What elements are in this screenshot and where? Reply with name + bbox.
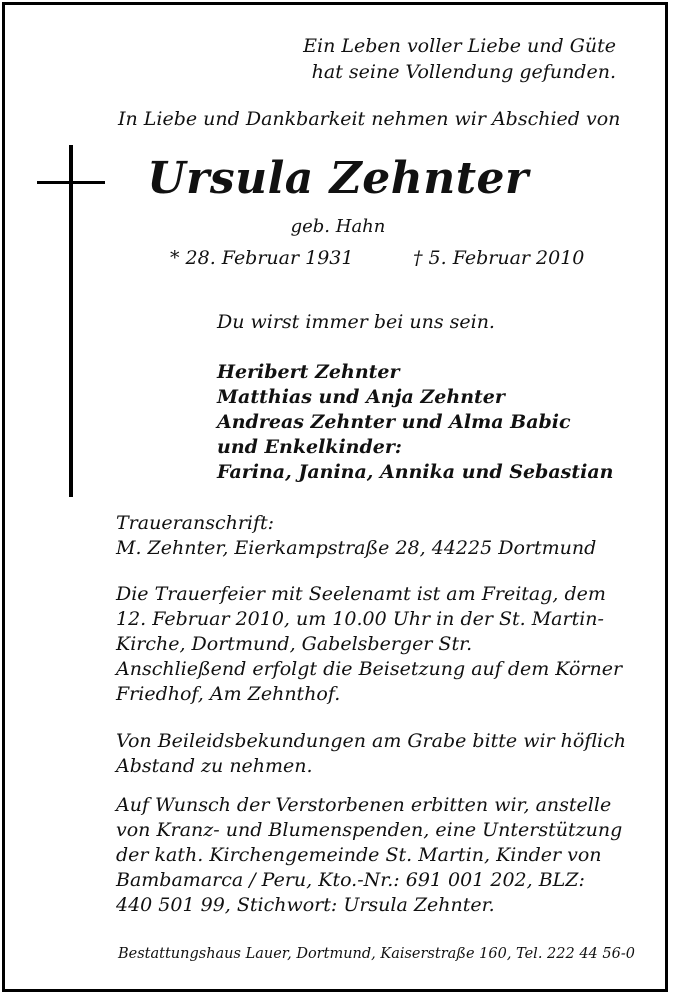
mourner-line: Andreas Zehnter und Alma Babic bbox=[217, 411, 571, 433]
address-label: Traueranschrift: bbox=[116, 512, 275, 534]
donation-line: Bambamarca / Peru, Kto.-Nr.: 691 001 202, BLZ: bbox=[116, 869, 585, 891]
mourner-line: Matthias und Anja Zehnter bbox=[217, 386, 505, 408]
condolences-line: Abstand zu nehmen. bbox=[116, 755, 313, 777]
mourner-line: Heribert Zehnter bbox=[217, 361, 400, 383]
intro-text: In Liebe und Dankbarkeit nehmen wir Abschied von bbox=[118, 108, 621, 130]
quote-text: Du wirst immer bei uns sein. bbox=[217, 311, 495, 333]
donation-line: Auf Wunsch der Verstorbenen erbitten wir, anstelle bbox=[116, 794, 612, 816]
donation-line: der kath. Kirchengemeinde St. Martin, Kinder von bbox=[116, 844, 602, 866]
mourner-line: Farina, Janina, Annika und Sebastian bbox=[217, 461, 614, 483]
condolences-line: Von Beileidsbekundungen am Grabe bitte wir höflich bbox=[116, 730, 626, 752]
ceremony-line: Friedhof, Am Zehnthof. bbox=[116, 683, 341, 705]
motto-line-2: hat seine Vollendung gefunden. bbox=[311, 61, 616, 83]
funeral-home-footer: Bestattungshaus Lauer, Dortmund, Kaiserstraße 160, Tel. 222 44 56-0 bbox=[118, 946, 635, 962]
birth-date: * 28. Februar 1931 bbox=[170, 247, 354, 269]
mourner-line: und Enkelkinder: bbox=[217, 436, 402, 458]
ceremony-line: Anschließend erfolgt die Beisetzung auf dem Körner bbox=[116, 658, 623, 680]
birth-name: geb. Hahn bbox=[290, 216, 386, 237]
address-value: M. Zehnter, Eierkampstraße 28, 44225 Dortmund bbox=[116, 537, 597, 559]
donation-line: von Kranz- und Blumenspenden, eine Unterstützung bbox=[116, 819, 623, 841]
ceremony-line: 12. Februar 2010, um 10.00 Uhr in der St. Martin- bbox=[116, 608, 604, 630]
death-date: † 5. Februar 2010 bbox=[413, 247, 585, 269]
ceremony-line: Kirche, Dortmund, Gabelsberger Str. bbox=[116, 633, 473, 655]
ceremony-line: Die Trauerfeier mit Seelenamt ist am Freitag, dem bbox=[116, 583, 606, 605]
deceased-name: Ursula Zehnter bbox=[147, 153, 529, 204]
donation-line: 440 501 99, Stichwort: Ursula Zehnter. bbox=[116, 894, 495, 916]
motto-line-1: Ein Leben voller Liebe und Güte bbox=[303, 35, 616, 57]
